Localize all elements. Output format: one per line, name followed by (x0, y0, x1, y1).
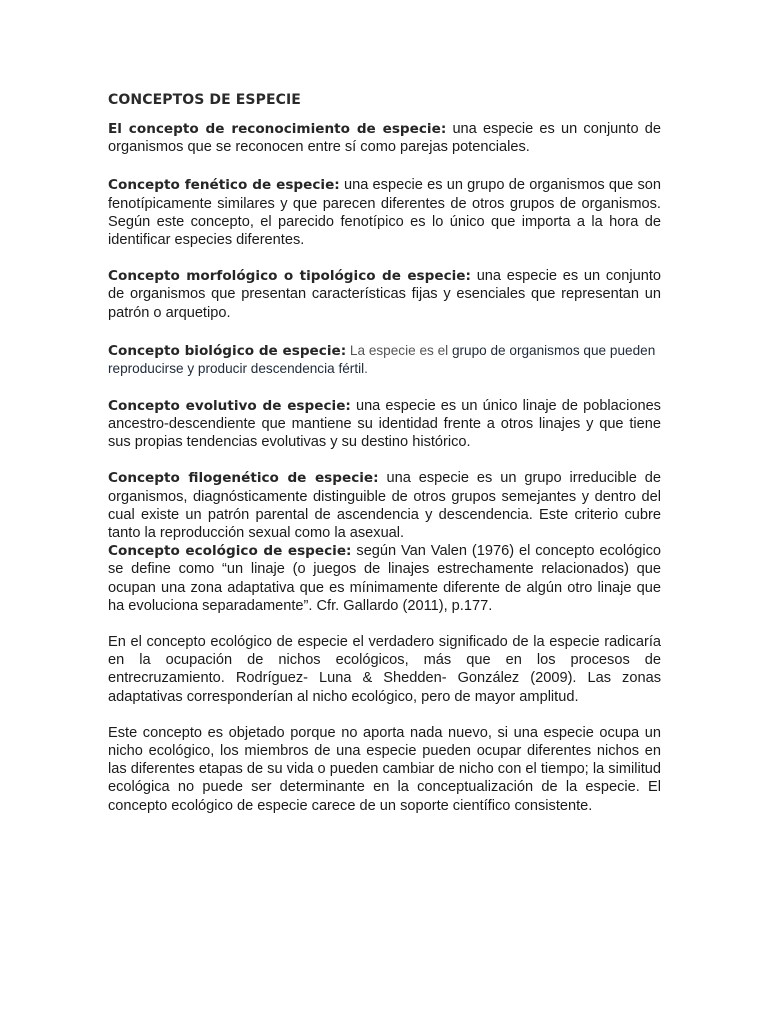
section-term: El concepto de reconocimiento de especie: (108, 121, 447, 137)
section-term: Concepto evolutivo de especie: (108, 397, 351, 414)
section-text: una especie es un grupo irreducible de organismos, diagnósticamente distinguible de otros grupos semejantes y dentro del cual existe un patrón parental de ascendencia y descendencia. Este criterio cubre tanto la reproducción sexual como la asexual. (108, 470, 661, 542)
section-term: Concepto morfológico o tipológico de especie: (108, 268, 471, 285)
section-reconocimiento (108, 120, 661, 156)
section-ecologico (108, 542, 661, 615)
section-text-intro: La especie es el (349, 342, 449, 358)
section-text: según Van Valen (1976) el concepto ecológico se define como “un linaje (o juegos de linajes estrechamente relacionados) que ocupan una zona adaptativa que es mínimamente diferente de algún otro linaje que ha evoluciona separadamente”. Cfr. Gallardo (2011), p.177. (108, 543, 661, 614)
section-biologico (108, 342, 661, 377)
section-term: Concepto ecológico de especie: (108, 543, 352, 560)
page-title: CONCEPTOS DE ESPECIE (108, 92, 301, 108)
section-text-definition: grupo de organismos que pueden reproducirse y producir descendencia fértil (108, 342, 656, 376)
section-filogenetico (108, 469, 661, 542)
section-term: Concepto fenético de especie: (108, 177, 340, 194)
section-term: Concepto biológico de especie: (108, 342, 347, 359)
paragraph-nichos: En el concepto ecológico de especie el verdadero significado de la especie radicaría en la ocupación de nichos ecológicos, más que en los procesos de entrecruzamiento. Rodríguez- Luna & Shedden- González (2009). Las zonas adaptativas corresponderían al nicho ecológico, pero de mayor amplitud. (108, 634, 661, 705)
section-term: Concepto filogenético de especie: (108, 470, 379, 487)
section-text-end: . (364, 360, 368, 376)
section-evolutivo (108, 397, 661, 452)
section-text: una especie es un grupo de organismos que son fenotípicamente similares y que parecen diferentes de otros grupos de organismos. Según este concepto, el parecido fenotípico es lo único que importa a la hora de identificar especies diferentes. (108, 177, 661, 249)
section-morfologico (108, 267, 661, 322)
section-fenetico (108, 176, 661, 249)
section-text: una especie es un conjunto de organismos que presentan características fijas y esenciales que representan un patrón o arquetipo. (108, 268, 661, 321)
section-text: una especie es un conjunto de organismos que se reconocen entre sí como parejas potenciales. (108, 121, 661, 156)
section-text: una especie es un único linaje de poblaciones ancestro-descendiente que mantiene su identidad frente a otros linajes y que tiene sus propias tendencias evolutivas y su destino histórico. (108, 397, 661, 451)
document-page (108, 92, 661, 815)
paragraph-objecion: Este concepto es objetado porque no aporta nada nuevo, si una especie ocupa un nicho ecológico, los miembros de una especie pueden ocupar diferentes nichos en las diferentes etapas de su vida o pueden cambiar de nicho con el tiempo; la similitud ecológica no puede ser determinante en la conceptualización de la especie. El concepto ecológico de especie carece de un soporte científico consistente. (108, 724, 661, 814)
